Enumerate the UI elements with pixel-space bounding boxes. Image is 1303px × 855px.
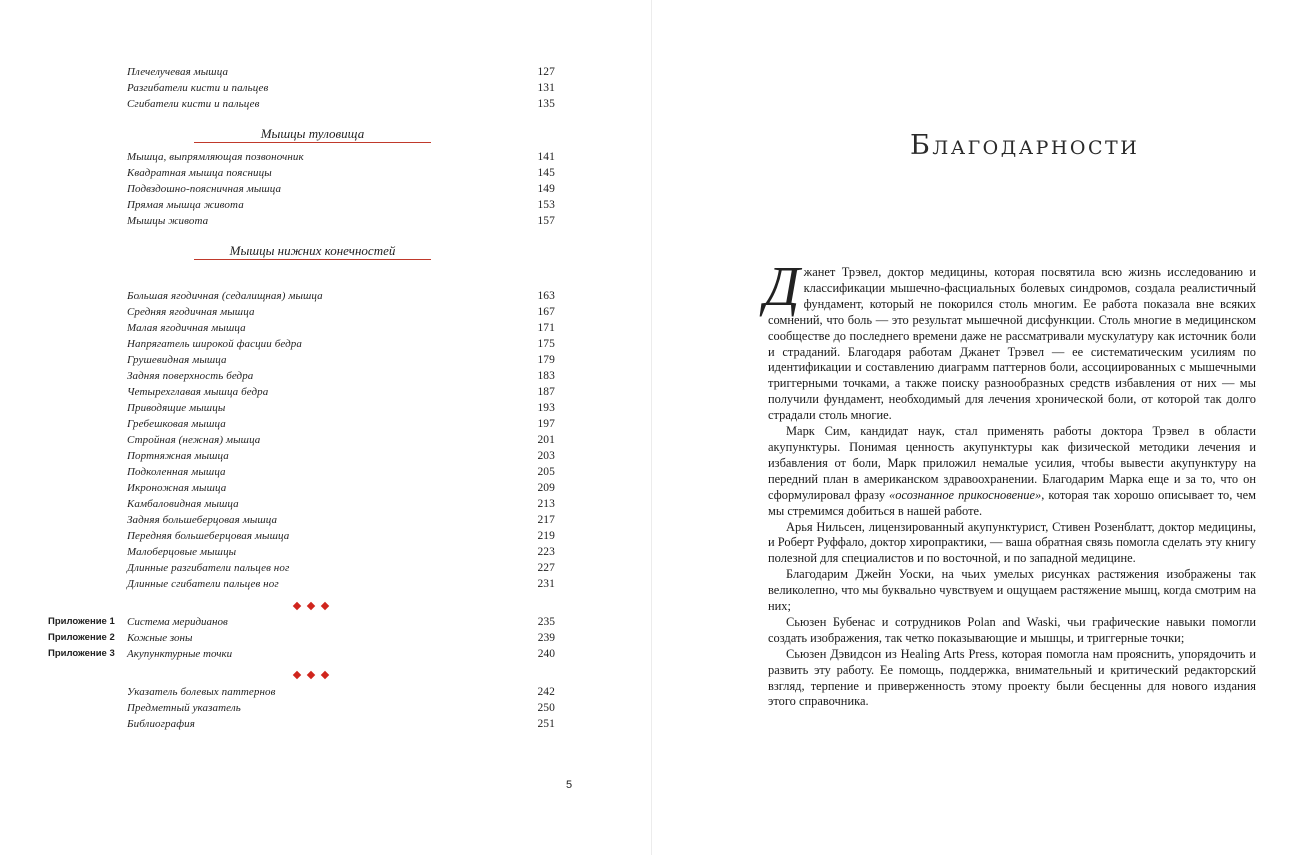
toc-entry[interactable]: Задняя поверхность бедра 183: [127, 370, 555, 382]
right-page: [652, 0, 1303, 855]
toc-entry[interactable]: Приводящие мышцы 193: [127, 402, 555, 414]
diamond-icon: [293, 602, 301, 610]
toc-entry[interactable]: Напрягатель широкой фасции бедра 175: [127, 338, 555, 350]
paragraph: Сьюзен Дэвидсон из Healing Arts Press, которая помогла нам прояснить, упорядочить и развить эту работу. Ее помощь, поддержка, внимательный и критический редакторский взгляд, терпение и приверженность этому проекту были бесценны для нового издания этого справочника.: [768, 646, 1256, 709]
diamond-ornament: [293, 602, 335, 610]
paragraph: Благодарим Джейн Уоски, на чьих умелых рисунках растяжения изображены так великолепно, что мы буквально чувствуем и ощущаем растяжение мышц, когда смотрим на них;: [768, 567, 1256, 614]
section-divider-line: [194, 142, 431, 143]
toc-entry[interactable]: Прямая мышца живота 153: [127, 199, 555, 211]
paragraph: Джанет Трэвел, доктор медицины, которая посвятила всю жизнь исследованию и классификации мышечно-фасциальных болевых синдромов, создала реалистичный фундамент, который не покорился столь многим. Ее работа показала вне всяких сомнений, что боль — это результат мышечной дисфункции. Столь многие в медицинском сообществе до последнего времени даже не рассматривали мускулатуру как источник боли и страданий. Благодаря работам Джанет Трэвел — ее систематическим усилиям по идентификации и составлению диаграмм паттернов боли, ассоциированных с мышечными триггерными точками, а также поиску разнообразных средств избавления от них — мы получили фундамент, необходимый для лечения хронической боли, от которой так долго страдали столь многие.: [764, 256, 1256, 423]
toc-entry[interactable]: Портняжная мышца 203: [127, 450, 555, 462]
diamond-icon: [321, 602, 329, 610]
page-title: Благодарности: [910, 130, 1140, 161]
paragraph: Сьюзен Бубенас и сотрудников Polan and Waski, чьи графические навыки помогли создать изображения, так четко показывающие и мышцы, и триггерные точки;: [768, 614, 1256, 645]
toc-entry[interactable]: Предметный указатель 250: [127, 702, 555, 714]
toc-entry[interactable]: Стройная (нежная) мышца 201: [127, 434, 555, 446]
left-page: [0, 0, 651, 855]
toc-entry[interactable]: Большая ягодичная (седалищная) мышца 163: [127, 290, 555, 302]
diamond-icon: [321, 671, 329, 679]
paragraph: Арья Нильсен, лицензированный акупунктурист, Стивен Розенблатт, доктор медицины, и Роберт Руффало, доктор хиропрактики, — ваша обратная связь помогла сделать эту книгу полезной для специалистов и по восточной, и по западной медицине.: [768, 519, 1256, 566]
appendix-entry[interactable]: Приложение 2 Кожные зоны 239: [48, 632, 555, 644]
toc-entry[interactable]: Малая ягодичная мышца 171: [127, 322, 555, 334]
acknowledgements-text: [764, 256, 1256, 710]
toc-entry[interactable]: Гребешковая мышца 197: [127, 418, 555, 430]
toc-entry[interactable]: Длинные сгибатели пальцев ног 231: [127, 578, 555, 590]
appendix-entry[interactable]: Приложение 1 Система меридианов 235: [48, 616, 555, 628]
toc-entry[interactable]: Длинные разгибатели пальцев ног 227: [127, 562, 555, 574]
toc-entry[interactable]: Подколенная мышца 205: [127, 466, 555, 478]
toc-entry[interactable]: Сгибатели кисти и пальцев 135: [127, 98, 555, 110]
appendix-entry[interactable]: Приложение 3 Акупунктурные точки 240: [48, 648, 555, 660]
diamond-ornament: [293, 671, 335, 679]
toc-entry[interactable]: Подвздошно-поясничная мышца 149: [127, 183, 555, 195]
toc-entry[interactable]: Грушевидная мышца 179: [127, 354, 555, 366]
diamond-icon: [293, 671, 301, 679]
drop-cap: Д: [764, 256, 800, 318]
toc-entry[interactable]: Средняя ягодичная мышца 167: [127, 306, 555, 318]
page-number: 5: [566, 779, 573, 791]
toc-entry[interactable]: Мышца, выпрямляющая позвоночник 141: [127, 151, 555, 163]
toc-entry[interactable]: Малоберцовые мышцы 223: [127, 546, 555, 558]
paragraph: Марк Сим, кандидат наук, стал применять работы доктора Трэвел в области акупунктуры. Понимая ценность акупунктуры как физической методики лечения и избавления от боли, Марк приложил немалые усилия, чтобы вывести акупунктуру на передний план в американском здравоохранении. Благодарим Марка еще и за то, что он сформулировал фразу «осознанное прикосновение», которая так хорошо описывает то, чем мы стремимся добиться в нашей работе.: [768, 424, 1256, 518]
section-heading-legs: Мышцы нижних конечностей: [229, 243, 396, 258]
toc-entry[interactable]: Указатель болевых паттернов 242: [127, 686, 555, 698]
toc-entry[interactable]: Передняя большеберцовая мышца 219: [127, 530, 555, 542]
toc-entry[interactable]: Квадратная мышца поясницы 145: [127, 167, 555, 179]
section-divider-line: [194, 259, 431, 260]
diamond-icon: [307, 671, 315, 679]
section-heading-trunk: Мышцы туловища: [260, 126, 365, 141]
toc-entry[interactable]: Четырехглавая мышца бедра 187: [127, 386, 555, 398]
toc-entry[interactable]: Задняя большеберцовая мышца 217: [127, 514, 555, 526]
toc-entry[interactable]: Плечелучевая мышца 127: [127, 66, 555, 78]
toc-entry[interactable]: Библиография 251: [127, 718, 555, 730]
diamond-icon: [307, 602, 315, 610]
toc-entry[interactable]: Икроножная мышца 209: [127, 482, 555, 494]
toc-entry[interactable]: Разгибатели кисти и пальцев 131: [127, 82, 555, 94]
toc-entry[interactable]: Мышцы живота 157: [127, 215, 555, 227]
toc-entry[interactable]: Камбаловидная мышца 213: [127, 498, 555, 510]
